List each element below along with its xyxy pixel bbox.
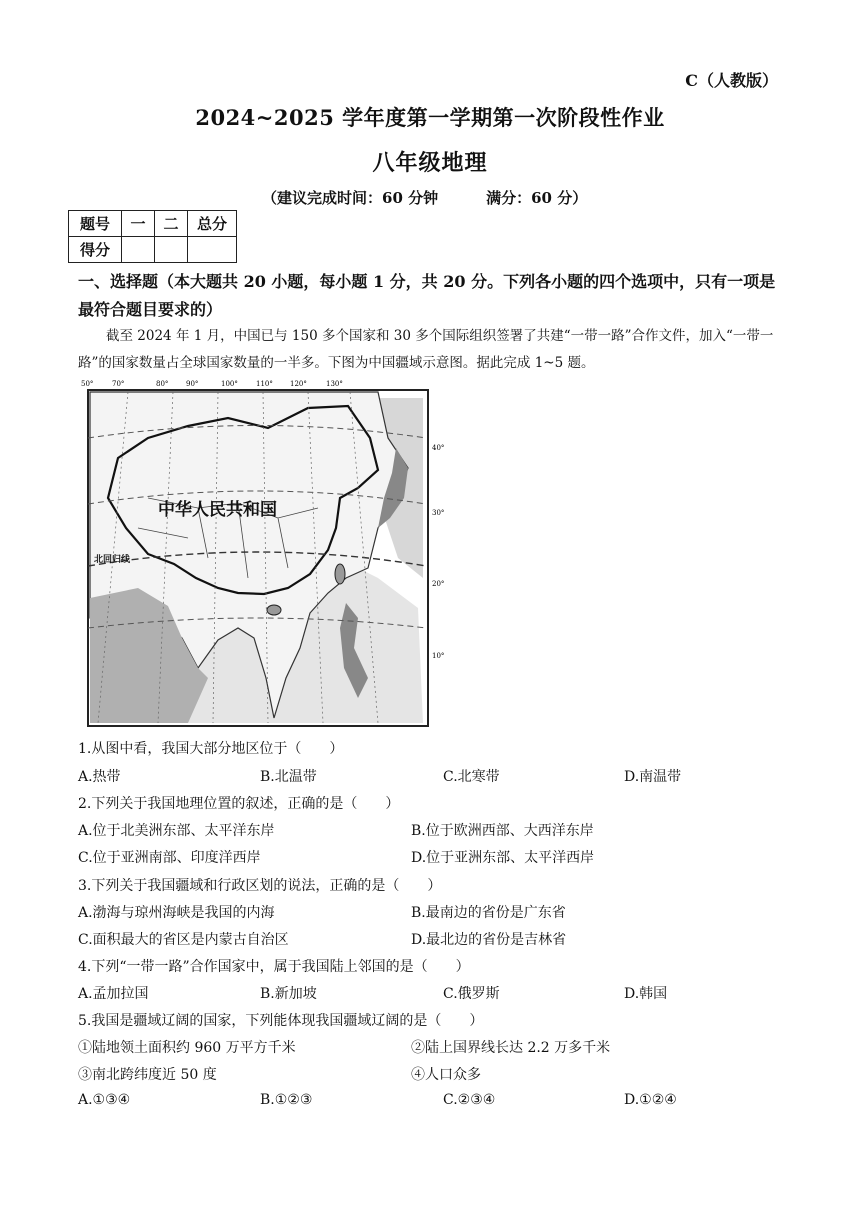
score-header-cell: 总分	[188, 211, 237, 237]
option-c[interactable]: C.俄罗斯	[443, 986, 500, 1002]
score-header-cell: 题号	[69, 211, 122, 237]
question-stem: 3.下列关于我国疆域和行政区划的说法，正确的是（ ）	[78, 878, 442, 894]
exam-title: 2024~2025 学年度第一学期第一次阶段性作业	[195, 105, 665, 130]
lon-label: 100°	[221, 380, 238, 388]
china-territory-map	[78, 378, 458, 730]
lat-label: 20°	[432, 580, 445, 588]
lon-label: 110°	[256, 380, 273, 388]
hainan-island	[267, 605, 281, 615]
score-cell[interactable]	[155, 237, 188, 263]
lon-label: 50°	[81, 380, 94, 388]
score-header-cell: 二	[155, 211, 188, 237]
question-stem: 2.下列关于我国地理位置的叙述，正确的是（ ）	[78, 796, 400, 812]
taiwan-island	[335, 564, 345, 584]
option-b[interactable]: B.①②③	[260, 1092, 313, 1108]
option-d[interactable]: D.韩国	[624, 986, 668, 1002]
score-header-cell: 一	[122, 211, 155, 237]
lat-label: 10°	[432, 652, 445, 660]
option-d[interactable]: D.①②④	[624, 1092, 677, 1108]
option-c[interactable]: C.②③④	[443, 1092, 496, 1108]
option-c[interactable]: C.面积最大的省区是内蒙古自治区	[78, 932, 289, 948]
score-row-label: 得分	[69, 237, 122, 263]
edition-label: C（人教版）	[685, 71, 778, 90]
option-b[interactable]: B.北温带	[260, 769, 317, 785]
statement: ④人口众多	[411, 1067, 481, 1083]
time-info	[262, 187, 587, 208]
lon-label: 90°	[186, 380, 199, 388]
statement: ②陆上国界线长达 2.2 万多千米	[411, 1040, 611, 1056]
option-b[interactable]: B.位于欧洲西部、大西洋东岸	[411, 823, 594, 839]
section-heading: 一、选择题（本大题共 20 小题，每小题 1 分，共 20 分。下列各小题的四个选项中，只有一项是最符合题目要求的）	[78, 272, 776, 319]
section-intro: 截至 2024 年 1 月，中国已与 150 多个国家和 30 多个国际组织签署了共建“一带一路”合作文件，加入“一带一路”的国家数量占全球国家数量的一半多。下图为中国疆域示意图。据此完成 1~5 题。	[78, 328, 774, 371]
country-label: 中华人民共和国	[158, 500, 277, 519]
lon-label: 130°	[326, 380, 343, 388]
option-a[interactable]: A.孟加拉国	[78, 986, 149, 1002]
option-a[interactable]: A.渤海与琼州海峡是我国的内海	[78, 905, 275, 921]
score-table	[68, 210, 237, 263]
lon-label: 70°	[112, 380, 125, 388]
tropic-label: 北回归线	[94, 554, 131, 564]
question-stem: 5.我国是疆域辽阔的国家，下列能体现我国疆域辽阔的是（ ）	[78, 1013, 484, 1029]
lat-label: 40°	[432, 444, 445, 452]
option-a[interactable]: A.热带	[78, 769, 121, 785]
lon-label: 80°	[156, 380, 169, 388]
statement: ①陆地领土面积约 960 万平方千米	[78, 1040, 296, 1056]
subject-title: 八年级地理	[372, 150, 488, 176]
option-d[interactable]: D.南温带	[624, 769, 682, 785]
option-b[interactable]: B.最南边的省份是广东省	[411, 905, 566, 921]
score-cell[interactable]	[188, 237, 237, 263]
option-b[interactable]: B.新加坡	[260, 986, 317, 1002]
question-stem: 4.下列“一带一路”合作国家中，属于我国陆上邻国的是（ ）	[78, 959, 470, 975]
option-d[interactable]: D.最北边的省份是吉林省	[411, 932, 567, 948]
option-a[interactable]: A.位于北美洲东部、太平洋东岸	[78, 823, 275, 839]
lon-label: 120°	[290, 380, 307, 388]
question-stem: 1.从图中看，我国大部分地区位于（ ）	[78, 741, 344, 757]
full-score: 满分：60 分）	[486, 189, 588, 207]
option-c[interactable]: C.北寒带	[443, 769, 500, 785]
statement: ③南北跨纬度近 50 度	[78, 1067, 217, 1083]
lat-label: 30°	[432, 509, 445, 517]
option-d[interactable]: D.位于亚洲东部、太平洋西岸	[411, 850, 595, 866]
option-a[interactable]: A.①③④	[78, 1092, 131, 1108]
option-c[interactable]: C.位于亚洲南部、印度洋西岸	[78, 850, 261, 866]
suggested-time: （建议完成时间：60 分钟	[262, 189, 439, 207]
score-cell[interactable]	[122, 237, 155, 263]
